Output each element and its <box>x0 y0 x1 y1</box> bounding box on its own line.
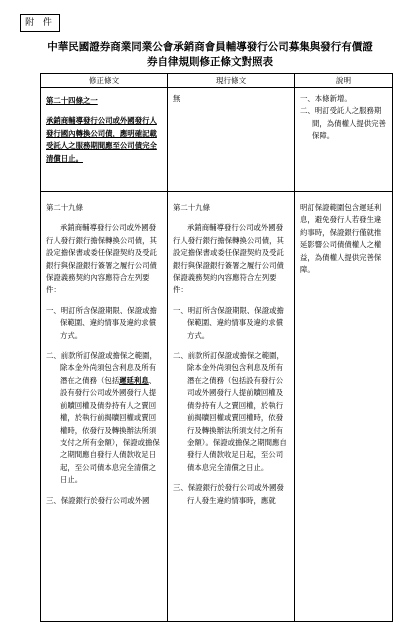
table-row <box>41 88 393 192</box>
row1-note-2: 二、明訂受託人之服務期間，為債權人提供完善保障。 <box>300 106 386 141</box>
table-header-row <box>41 74 393 88</box>
row2-current-intro: 承銷商輔導發行公司或外國發行人發行銀行擔保轉換公司債，其設定擔保書或委任保證契約及受託銀行與保證銀行簽署之履行公司債保證義務契約內容應符合左列要件： <box>173 223 284 295</box>
row2-current-item1: 一、明訂所含保證期限、保證或擔保範圍、違約情事及違約求償方式。 <box>173 305 284 340</box>
row2-current-heading: 第二十九條 <box>173 203 210 212</box>
row2-amended-item2-text-a: 二、前款所訂保證或擔保之範圍，除本金外尚須包含利息及所有潛在之債務（包括 <box>46 351 157 385</box>
row1-current-text: 無 <box>173 94 181 103</box>
header-amended: 修正條文 <box>41 74 168 88</box>
row1-current-cell <box>168 88 295 192</box>
row1-amended-body: 承銷商輔導發行公司或外國發行人發行國內轉換公司債，應明確記載受託人之服務期間應至公司債完全清償日止。 <box>46 116 157 163</box>
header-current: 現行條文 <box>168 74 295 88</box>
row2-note-text: 明訂保證範圍包含遲延利息，避免發行人若發生違約事時，保證銀行僅就推延影響公司債債權人之權益，為債權人提供完善保障。 <box>300 203 382 275</box>
row1-amended-cell <box>41 88 168 192</box>
row1-note-1: 一、本條新增。 <box>300 94 352 103</box>
row2-amended-intro: 承銷商輔導發行公司或外國發行人發行銀行擔保轉換公司債，其設定擔保書或委任保證契約及受託銀行與保證銀行簽署之履行公司債保證義務契約內容應符合左列要件： <box>46 223 157 295</box>
row2-current-cell <box>168 192 295 622</box>
comparison-table <box>40 73 393 622</box>
row1-note-cell <box>295 88 393 192</box>
row2-note-cell <box>295 192 393 622</box>
attachment-badge: 附 件 <box>20 14 60 32</box>
row2-amended-cell <box>41 192 168 622</box>
row2-amended-item3: 三、保證銀行於發行公司或外國 <box>46 495 150 505</box>
row2-amended-item2-marked: 遲延利息 <box>119 375 149 385</box>
row2-amended-item2 <box>46 350 162 486</box>
row2-current-item3: 三、保證銀行於發行公司或外國發行人發生違約情事時，應就 <box>173 483 284 505</box>
page-title-line1: 中華民國證券商業同業公會承銷商會員輔導發行公司募集與發行有價證 <box>47 41 373 53</box>
header-note: 說明 <box>295 74 393 88</box>
row2-amended-item2-text-b: 、設有發行公司或外國發行人提前贖回權及債券持有人之賣回權，於執行前揭贖回權或賣回權時，依發行及轉換辦法所須支付之所有金額），保證或擔保之期間應自發行人債款收足日起，至公司債本息完全清償之日止。 <box>60 375 160 485</box>
table-row <box>41 192 393 622</box>
row2-amended-heading: 第二十九條 <box>46 203 83 212</box>
row1-amended-heading: 第二十四條之一 <box>46 96 98 105</box>
row2-current-item2: 二、前款所訂保證或擔保之範圍，除本金外尚須包含利息及所有潛在之債務（包括設有發行公司或外國發行人提前贖回權及債券持有人之賣回權，於執行前揭贖回權或賣回權時，依發行及轉換辦法所須支付之所有金額）。保證或擔保之期間應自發行人債款收足日起，至公司債本息完全清償之日止。 <box>173 351 287 472</box>
page-title-line2: 券自律規則修正條文對照表 <box>147 56 273 68</box>
row2-amended-item1: 一、明訂所含保證期限、保證或擔保範圍、違約情事及違約求償方式。 <box>46 305 157 340</box>
